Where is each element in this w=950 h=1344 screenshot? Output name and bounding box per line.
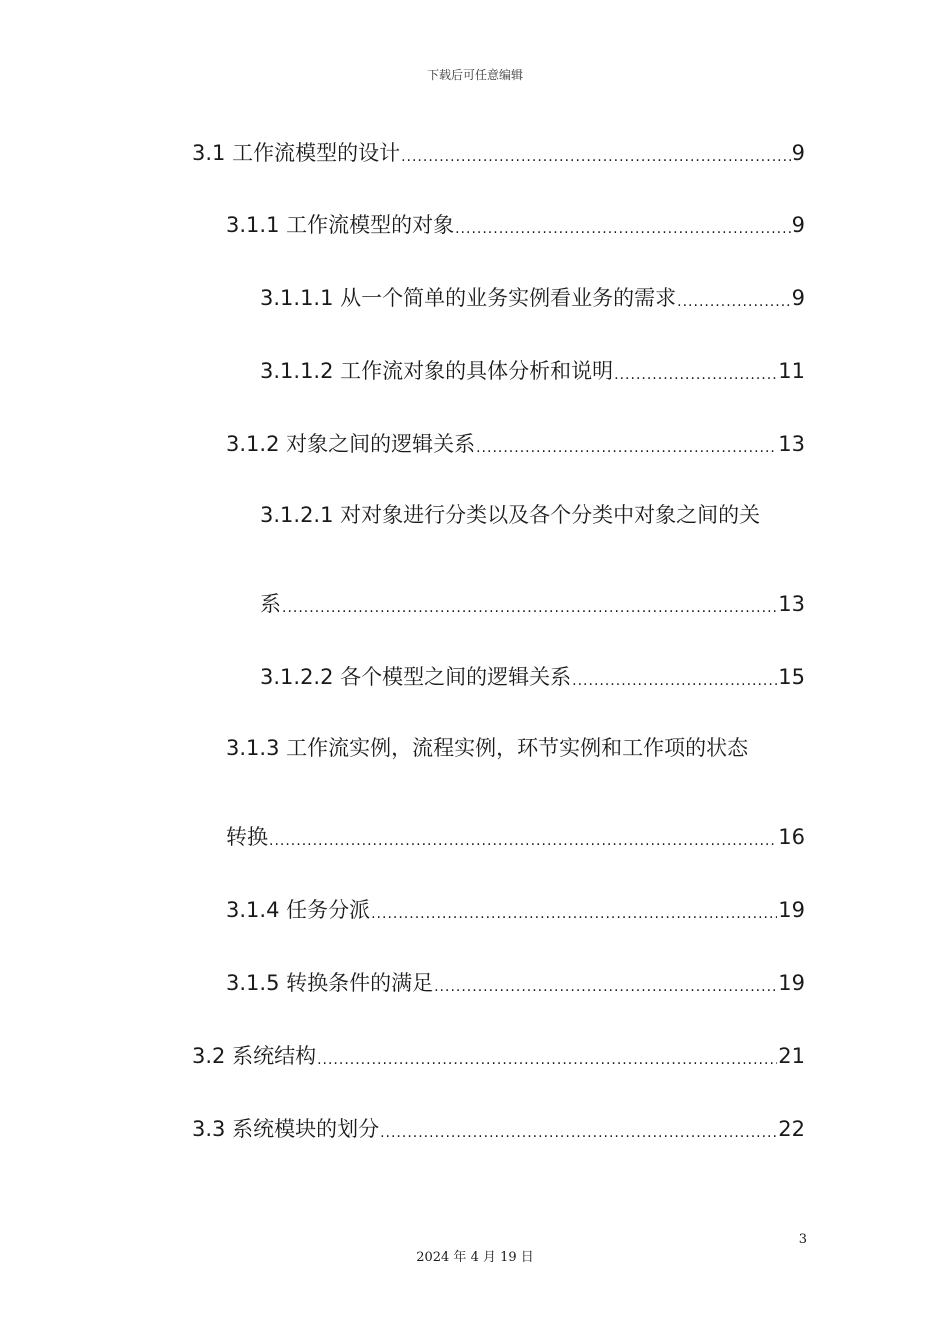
- toc-entry-3-3[interactable]: [192, 1110, 805, 1144]
- toc-title: 3.1.2 对象之间的逻辑关系: [226, 432, 476, 456]
- toc-title: 3.1 工作流模型的设计: [192, 141, 401, 165]
- toc-title: 3.2 系统结构: [192, 1044, 317, 1068]
- toc-page: 19: [778, 898, 805, 922]
- toc-entry-3-1-5[interactable]: [226, 964, 805, 998]
- toc-leader-dots: [677, 291, 790, 313]
- toc-leader-dots: [380, 1122, 777, 1144]
- toc-page: 11: [778, 359, 805, 383]
- toc-title: 3.3 系统模块的划分: [192, 1117, 380, 1141]
- toc-page: 22: [778, 1117, 805, 1141]
- toc-page: 16: [778, 825, 805, 849]
- toc-leader-dots: [476, 437, 777, 459]
- toc-page: 19: [778, 971, 805, 995]
- toc-leader-dots: [371, 903, 777, 925]
- toc-leader-dots: [572, 670, 777, 692]
- toc-page: 13: [778, 592, 805, 616]
- toc-entry-3-2[interactable]: [192, 1037, 805, 1071]
- toc-title: 3.1.2.2 各个模型之间的逻辑关系: [260, 665, 572, 689]
- toc-entry-3-1-3-line1[interactable]: 3.1.3 工作流实例，流程实例，环节实例和工作项的状态: [226, 736, 749, 760]
- toc-entry-3-1-2-1-line1[interactable]: 3.1.2.1 对对象进行分类以及各个分类中对象之间的关: [260, 503, 761, 527]
- toc-entry-3-1-1[interactable]: [226, 206, 805, 240]
- toc-title: 3.1.4 任务分派: [226, 898, 371, 922]
- toc-title: 3.1.1.1 从一个简单的业务实例看业务的需求: [260, 286, 677, 310]
- toc-page: 9: [791, 213, 805, 237]
- page-header: 下载后可任意编辑: [426, 68, 523, 82]
- toc-leader-dots: [317, 1049, 777, 1071]
- toc-leader-dots: [614, 364, 777, 386]
- toc-page: 21: [778, 1044, 805, 1068]
- toc-page: 9: [791, 286, 805, 310]
- toc-page: 9: [791, 141, 805, 165]
- toc-page: 13: [778, 432, 805, 456]
- toc-entry-3-1-2-2[interactable]: [260, 658, 805, 692]
- toc-entry-3-1-4[interactable]: [226, 891, 805, 925]
- page-footer-date: 2024 年 4 月 19 日: [416, 1250, 534, 1265]
- toc-entry-3-1[interactable]: [192, 134, 805, 168]
- toc-entry-3-1-2[interactable]: [226, 425, 805, 459]
- toc-leader-dots: [401, 146, 791, 168]
- toc-title: 系: [260, 592, 281, 616]
- toc-title: 转换: [226, 825, 268, 849]
- toc-leader-dots: [434, 976, 777, 998]
- toc-title: 3.1.1.2 工作流对象的具体分析和说明: [260, 359, 614, 383]
- toc-page: 15: [778, 665, 805, 689]
- toc-title: 3.1.1 工作流模型的对象: [226, 213, 455, 237]
- toc-entry-3-1-2-1[interactable]: [260, 585, 805, 619]
- page-number: 3: [798, 1232, 807, 1247]
- toc-leader-dots: [269, 830, 777, 852]
- toc-leader-dots: [282, 597, 777, 619]
- toc-entry-3-1-1-2[interactable]: [260, 352, 805, 386]
- toc-entry-3-1-3[interactable]: [226, 818, 805, 852]
- toc-leader-dots: [455, 218, 791, 240]
- toc-entry-3-1-1-1[interactable]: [260, 279, 805, 313]
- toc-title: 3.1.5 转换条件的满足: [226, 971, 434, 995]
